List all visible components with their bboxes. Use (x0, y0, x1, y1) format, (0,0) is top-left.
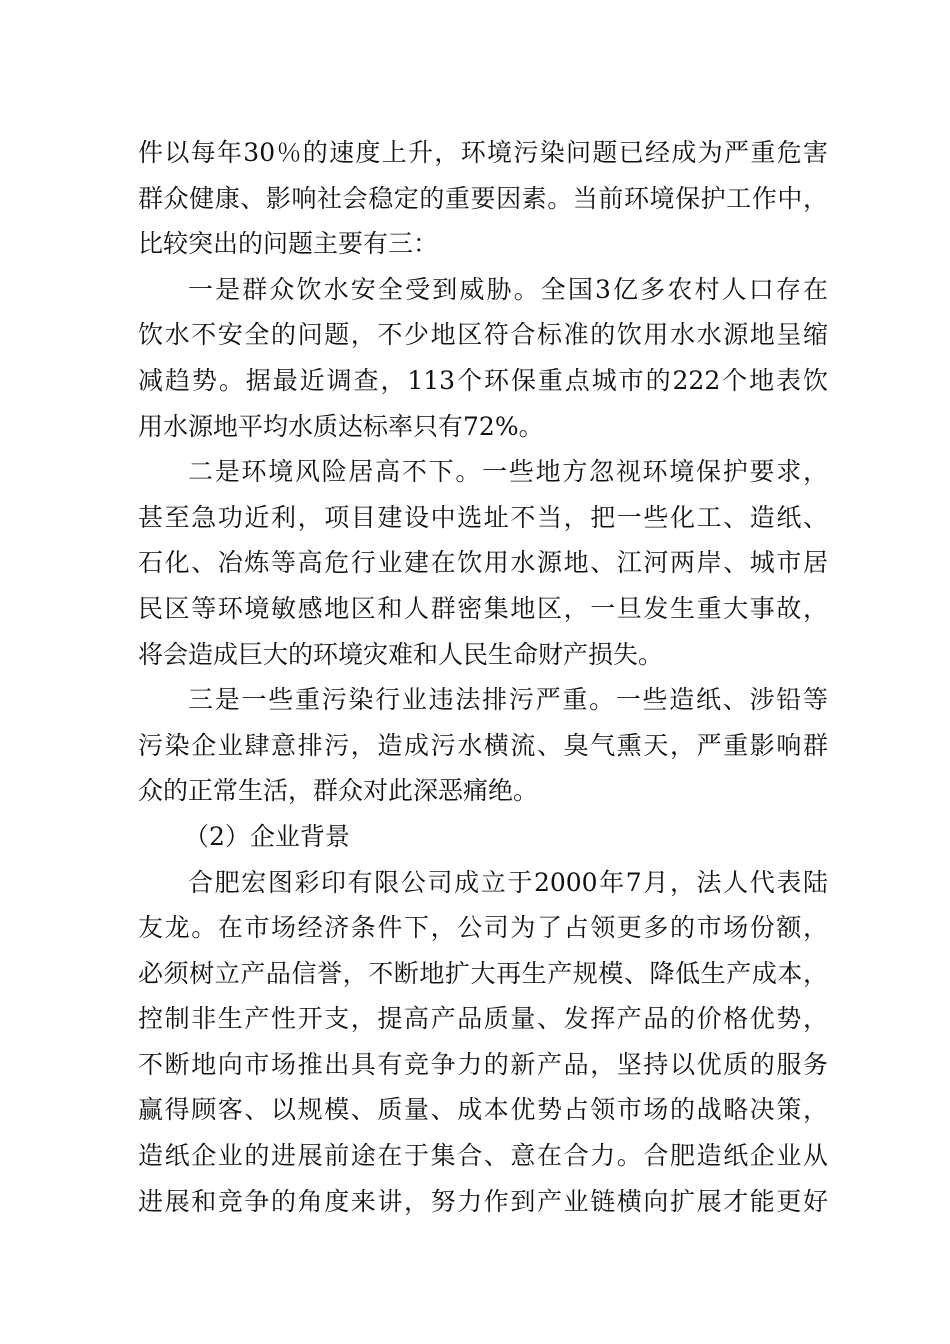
text-line: 比较突出的问题主要有三： (138, 229, 439, 259)
text-line: 件以每年30％的速度上升，环境污染问题已经成为严重危害 (138, 138, 828, 167)
section-heading: （2）企业背景 (184, 821, 350, 851)
text-line: 不断地向市场推出具有竞争力的新产品，坚持以优质的服务 (138, 1049, 828, 1079)
text-line: 将会造成巨大的环境灾难和人民生命财产损失。 (138, 639, 664, 669)
text-line: 饮水不安全的问题，不少地区符合标准的饮用水水源地呈缩 (138, 320, 828, 350)
text-line: 减趋势。据最近调查，113个环保重点城市的222个地表饮 (138, 365, 828, 395)
text-line: 群众健康、影响社会稳定的重要因素。当前环境保护工作中， (138, 183, 828, 213)
text-line: 一是群众饮水安全受到威胁。全国3亿多农村人口存在 (188, 274, 828, 304)
text-line: 污染企业肆意排污，造成污水横流、臭气熏天，严重影响群 (138, 730, 828, 760)
body-text (138, 130, 828, 1224)
text-line: 众的正常生活，群众对此深恶痛绝。 (138, 776, 539, 806)
text-line: 必须树立产品信誉，不断地扩大再生产规模、降低生产成本， (138, 958, 828, 988)
text-line: 甚至急功近利，项目建设中选址不当，把一些化工、造纸、 (138, 502, 828, 532)
text-line: 二是环境风险居高不下。一些地方忽视环境保护要求， (188, 457, 828, 487)
text-line: 三是一些重污染行业违法排污严重。一些造纸、涉铅等 (188, 685, 828, 715)
text-line: 合肥宏图彩印有限公司成立于2000年7月，法人代表陆 (188, 867, 828, 897)
text-line: 控制非生产性开支，提高产品质量、发挥产品的价格优势， (138, 1004, 828, 1034)
text-line: 民区等环境敏感地区和人群密集地区，一旦发生重大事故， (138, 593, 828, 623)
text-line: 进展和竞争的角度来讲，努力作到产业链横向扩展才能更好 (138, 1186, 828, 1216)
text-line: 用水源地平均水质达标率只有72%。 (138, 411, 544, 441)
text-line: 友龙。在市场经济条件下，公司为了占领更多的市场份额， (138, 913, 828, 943)
text-line: 石化、冶炼等高危行业建在饮用水源地、江河两岸、城市居 (138, 548, 828, 578)
text-line: 造纸企业的进展前途在于集合、意在合力。合肥造纸企业从 (138, 1141, 828, 1171)
text-line: 赢得顾客、以规模、质量、成本优势占领市场的战略决策， (138, 1095, 828, 1125)
